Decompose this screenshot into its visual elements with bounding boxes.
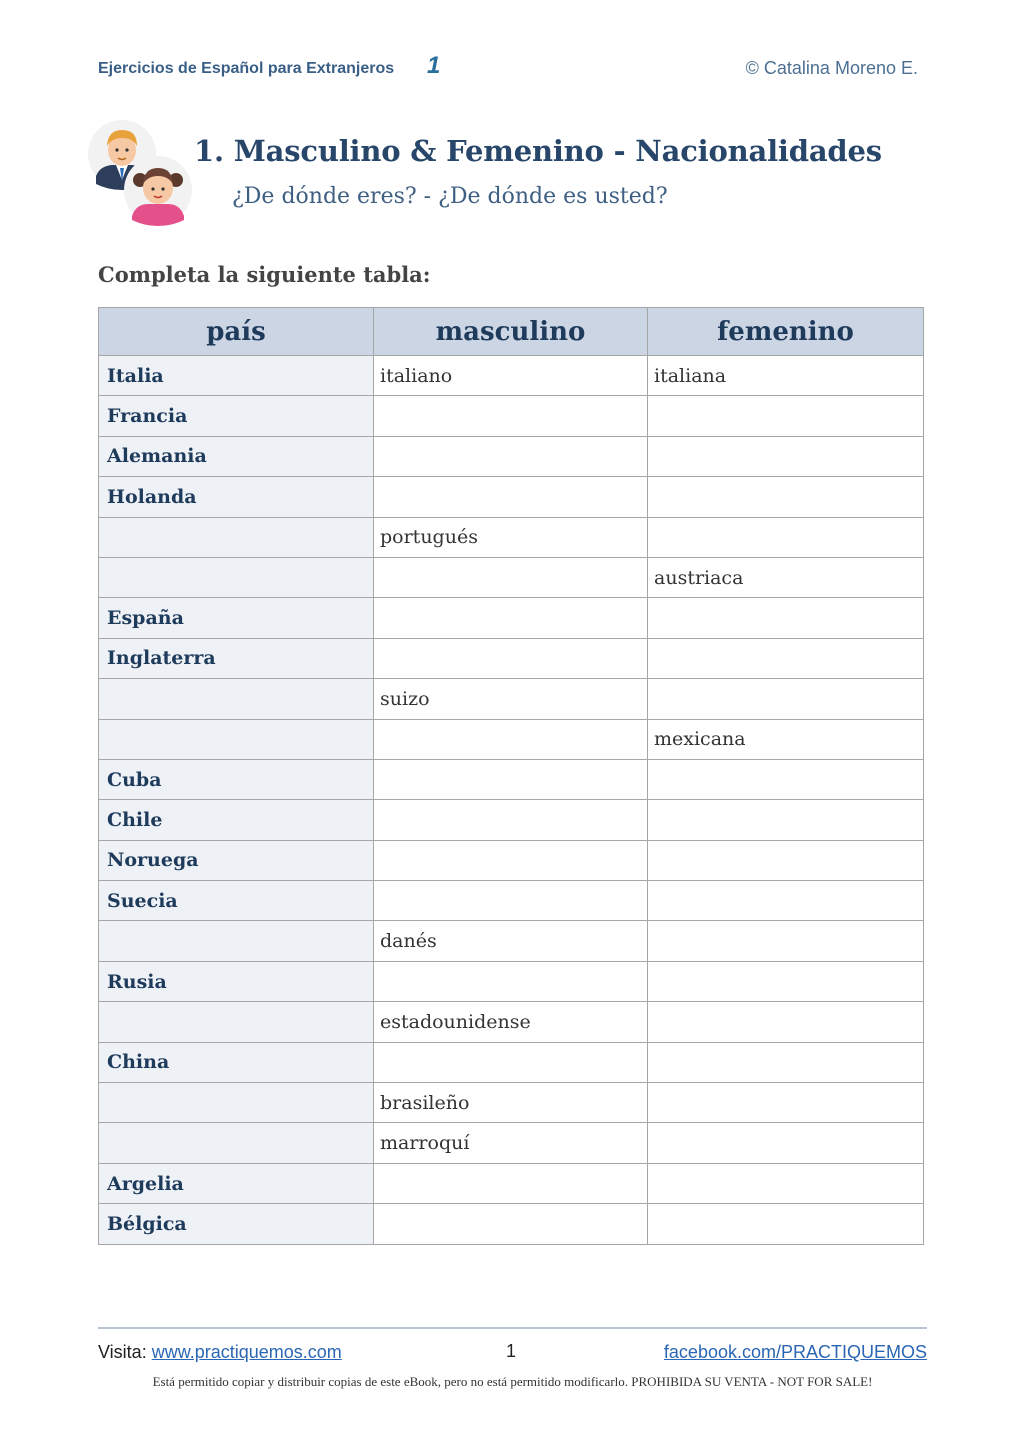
country-cell[interactable]: Italia: [99, 356, 374, 396]
table-row: [99, 881, 924, 921]
masculine-cell[interactable]: [374, 598, 648, 638]
nationalities-table: [98, 307, 924, 1245]
country-cell[interactable]: Inglaterra: [99, 638, 374, 678]
book-title: Ejercicios de Español para Extranjeros: [98, 60, 395, 77]
masculine-cell[interactable]: [374, 557, 648, 597]
country-cell[interactable]: Holanda: [99, 477, 374, 517]
country-cell[interactable]: Alemania: [99, 436, 374, 476]
table-row: [99, 1123, 924, 1163]
masculine-cell[interactable]: [374, 638, 648, 678]
boy-and-girl-avatar-icon: [86, 118, 198, 228]
masculine-cell[interactable]: danés: [374, 921, 648, 961]
feminine-cell[interactable]: [648, 679, 924, 719]
page-header: [98, 52, 918, 82]
country-cell[interactable]: Cuba: [99, 759, 374, 799]
country-cell[interactable]: [99, 517, 374, 557]
feminine-cell[interactable]: [648, 396, 924, 436]
country-cell[interactable]: [99, 719, 374, 759]
feminine-cell[interactable]: [648, 961, 924, 1001]
table-header-row: [99, 308, 924, 356]
masculine-cell[interactable]: [374, 840, 648, 880]
table-row: [99, 638, 924, 678]
feminine-cell[interactable]: [648, 840, 924, 880]
country-cell[interactable]: Chile: [99, 800, 374, 840]
feminine-cell[interactable]: [648, 436, 924, 476]
table-row: [99, 356, 924, 396]
masculine-cell[interactable]: italiano: [374, 356, 648, 396]
feminine-cell[interactable]: [648, 517, 924, 557]
table-row: [99, 759, 924, 799]
country-cell[interactable]: [99, 679, 374, 719]
feminine-cell[interactable]: [648, 881, 924, 921]
masculine-cell[interactable]: [374, 719, 648, 759]
table-row: [99, 598, 924, 638]
table-row: [99, 557, 924, 597]
feminine-cell[interactable]: mexicana: [648, 719, 924, 759]
masculine-cell[interactable]: [374, 436, 648, 476]
masculine-cell[interactable]: marroquí: [374, 1123, 648, 1163]
masculine-cell[interactable]: [374, 1204, 648, 1244]
masculine-cell[interactable]: [374, 1042, 648, 1082]
table-row: [99, 1002, 924, 1042]
instruction-text: Completa la siguiente tabla:: [98, 262, 431, 287]
table-row: [99, 1204, 924, 1244]
masculine-cell[interactable]: brasileño: [374, 1083, 648, 1123]
table-row: [99, 436, 924, 476]
feminine-cell[interactable]: [648, 1042, 924, 1082]
table-row: [99, 800, 924, 840]
table-row: [99, 840, 924, 880]
girl-avatar-icon: [124, 156, 192, 226]
visit-label: Visita:: [98, 1342, 147, 1362]
masculine-cell[interactable]: [374, 477, 648, 517]
table-row: [99, 1163, 924, 1203]
table-row: [99, 477, 924, 517]
book-number: 1: [427, 52, 441, 79]
country-cell[interactable]: Suecia: [99, 881, 374, 921]
feminine-cell[interactable]: austriaca: [648, 557, 924, 597]
avatar-illustration: [86, 118, 198, 228]
visit-text: [98, 1342, 342, 1363]
country-cell[interactable]: [99, 557, 374, 597]
lesson-subtitle: ¿De dónde eres? - ¿De dónde es usted?: [232, 184, 668, 209]
country-cell[interactable]: [99, 1083, 374, 1123]
masculine-cell[interactable]: portugués: [374, 517, 648, 557]
country-cell[interactable]: Francia: [99, 396, 374, 436]
masculine-cell[interactable]: [374, 396, 648, 436]
feminine-cell[interactable]: italiana: [648, 356, 924, 396]
country-cell[interactable]: Bélgica: [99, 1204, 374, 1244]
table-row: [99, 517, 924, 557]
facebook-text: [664, 1342, 927, 1363]
table-row: [99, 396, 924, 436]
masculine-cell[interactable]: [374, 961, 648, 1001]
feminine-cell[interactable]: [648, 598, 924, 638]
table-row: [99, 1042, 924, 1082]
lesson-title: 1. Masculino & Femenino - Nacionalidades: [194, 134, 882, 168]
page-number: 1: [506, 1341, 517, 1361]
copyright: © Catalina Moreno E.: [745, 58, 918, 78]
feminine-cell[interactable]: [648, 1002, 924, 1042]
website-link[interactable]: www.practiquemos.com: [151, 1342, 342, 1362]
header-masculine: masculino: [374, 308, 648, 356]
masculine-cell[interactable]: [374, 881, 648, 921]
feminine-cell[interactable]: [648, 1163, 924, 1203]
table-row: [99, 921, 924, 961]
country-cell[interactable]: Noruega: [99, 840, 374, 880]
feminine-cell[interactable]: [648, 1083, 924, 1123]
country-cell[interactable]: España: [99, 598, 374, 638]
table-row: [99, 719, 924, 759]
masculine-cell[interactable]: [374, 1163, 648, 1203]
feminine-cell[interactable]: [648, 800, 924, 840]
feminine-cell[interactable]: [648, 1204, 924, 1244]
country-cell[interactable]: China: [99, 1042, 374, 1082]
country-cell[interactable]: [99, 1002, 374, 1042]
table-row: [99, 679, 924, 719]
table-row: [99, 1083, 924, 1123]
feminine-cell[interactable]: [648, 638, 924, 678]
country-cell[interactable]: Argelia: [99, 1163, 374, 1203]
feminine-cell[interactable]: [648, 1123, 924, 1163]
country-cell[interactable]: Rusia: [99, 961, 374, 1001]
masculine-cell[interactable]: suizo: [374, 679, 648, 719]
feminine-cell[interactable]: [648, 921, 924, 961]
header-feminine: femenino: [648, 308, 924, 356]
masculine-cell[interactable]: [374, 759, 648, 799]
feminine-cell[interactable]: [648, 477, 924, 517]
country-cell[interactable]: [99, 1123, 374, 1163]
country-cell[interactable]: [99, 921, 374, 961]
facebook-link[interactable]: facebook.com/PRACTIQUEMOS: [663, 1342, 927, 1362]
table-body: [99, 356, 924, 1245]
header-country: país: [99, 308, 374, 356]
legal-notice: Está permitido copiar y distribuir copias de este eBook, pero no está permitido modificarlo. PROHIBIDA SU VENTA - NOT FOR SALE!: [152, 1374, 873, 1389]
footer-divider: [98, 1327, 927, 1329]
feminine-cell[interactable]: [648, 759, 924, 799]
masculine-cell[interactable]: [374, 800, 648, 840]
masculine-cell[interactable]: estadounidense: [374, 1002, 648, 1042]
table-row: [99, 961, 924, 1001]
